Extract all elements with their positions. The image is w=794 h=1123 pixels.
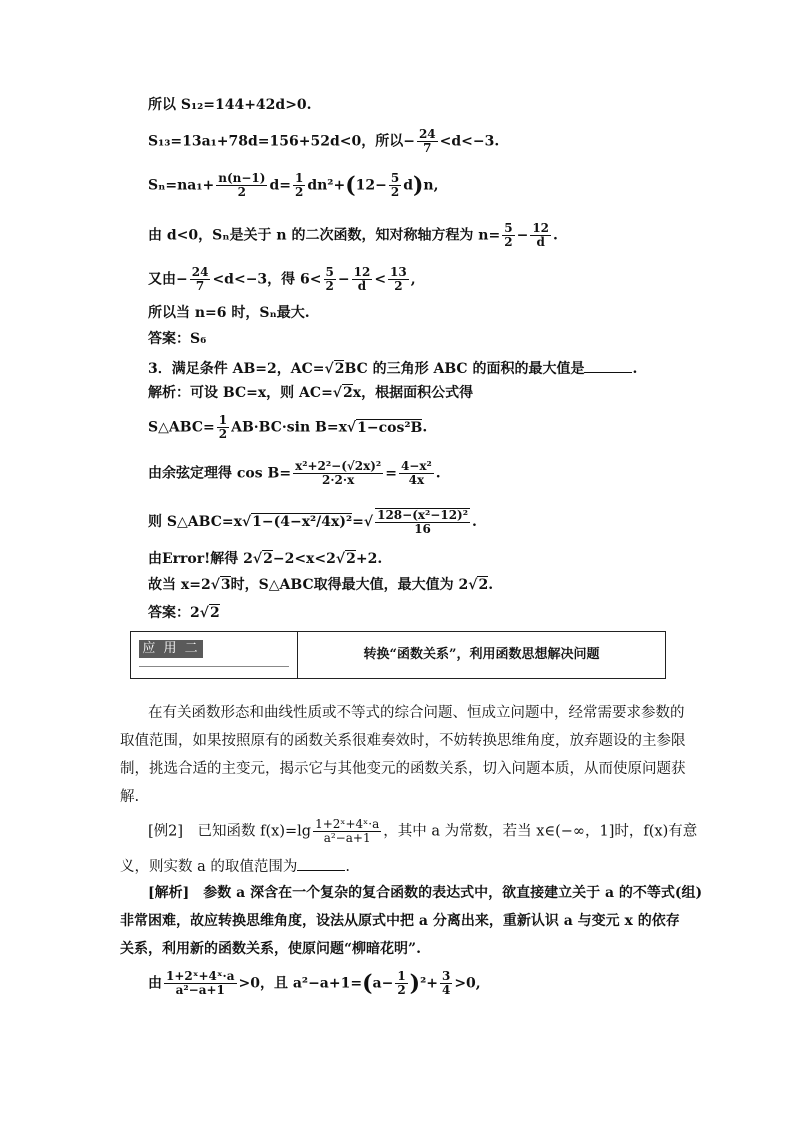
question-3: 3．满足条件 AB=2，AC=√2BC 的三角形 ABC 的面积的最大值是 . <box>148 358 637 378</box>
answer-blank[interactable] <box>584 358 632 373</box>
area-expression: 则 S△ABC=x√1−(4−x²/4x)²=√ $\frac{\text{128−(x²−12)²}}{16}$ . <box>148 508 477 536</box>
solution-line-1: [解析] 参数 a 深含在一个复杂的复合函数的表达式中，欲直接建立关于 a 的不等式(组) <box>148 885 703 901</box>
cosine-law: 由余弦定理得 cos B= $\frac{\text{x²+2²−(√2x)²}}{2\cdot 2\cdot x}$ = $\frac{\text{4−x²}}{4x}$ . <box>148 459 441 487</box>
analysis-line-1: 解析：可设 BC=x，则 AC=√2x，根据面积公式得 <box>148 385 474 401</box>
line-s13: S₁₃=13a₁+78d=156+52d<0，所以− $\frac{24}{7}$ <d<−3. <box>148 127 500 155</box>
solution-line-3: 关系，利用新的函数关系，使原问题“柳暗花明”. <box>120 941 421 957</box>
section-banner <box>130 631 666 679</box>
line-s12: 所以 S₁₂=144+42d>0. <box>148 97 312 113</box>
line-max: 所以当 n=6 时，Sₙ最大. <box>148 305 310 321</box>
banner-tag: 应 用 二 <box>139 640 203 658</box>
answer-3: 答案：2√2 <box>148 605 220 621</box>
solution-line-4: 由 $\frac{\text{1+2ˣ+4ˣ·a}}{\text{a²−a+1}}$ >0，且 a²−a+1=(a− $\frac{1}{2}$ )²+ $\frac{3}{4}$ >0, <box>148 969 481 997</box>
para-line-1: 在有关函数形态和曲线性质或不等式的综合问题、恒成立问题中，经常需要求参数的 <box>148 705 685 721</box>
line-axis: 由 d<0，Sₙ是关于 n 的二次函数，知对称轴方程为 n= $\frac{5}{2}$ − $\frac{12}{d}$ . <box>148 221 558 249</box>
solution-line-2: 非常困难，故应转换思维角度，设法从原式中把 a 分离出来，重新认识 a 与变元 x 的依存 <box>120 913 680 929</box>
banner-title: 转换“函数关系”，利用函数思想解决问题 <box>363 647 600 662</box>
answer-1: 答案：S₆ <box>148 331 207 347</box>
para-line-3: 制，挑选合适的主变元，揭示它与其他变元的函数关系，切入问题本质，从而使原问题获 <box>120 761 686 777</box>
para-line-2: 取值范围，如果按照原有的函数关系很难奏效时，不妨转换思维角度，放弃题设的主参限 <box>120 733 686 749</box>
para-line-4: 解. <box>120 789 140 805</box>
banner-label-box <box>131 632 298 678</box>
banner-rule <box>139 666 289 667</box>
line-range: 又由− $\frac{24}{7}$ <d<−3，得 6< $\frac{5}{2}$ − $\frac{12}{d}$ < $\frac{13}{2}$ , <box>148 265 416 293</box>
example-answer-blank[interactable] <box>297 856 345 871</box>
example-2-cont: 义，则实数 a 的取值范围为 . <box>120 856 350 876</box>
max-conclusion: 故当 x=2√3时，S△ABC取得最大值，最大值为 2√2. <box>148 577 494 593</box>
example-2: [例2] 已知函数 f(x)=lg $\frac{\text{1+2ˣ+4ˣ·a}}{\text{a²−a+1}}$ ，其中 a 为常数，若当 x∈(−∞，1]时，f(x)有意 <box>148 817 698 845</box>
solve-range: 由Error!解得 2√2−2<x<2√2+2. <box>148 551 383 567</box>
line-sn: Sₙ=na₁+ $\frac{n(n-1)}{2}$ d= $\frac{1}{2}$ dn²+(12− $\frac{5}{2}$ d)n, <box>148 171 439 199</box>
area-formula: S△ABC= $\frac{1}{2}$ AB·BC·sin B=x√1−cos²B. <box>148 413 428 441</box>
